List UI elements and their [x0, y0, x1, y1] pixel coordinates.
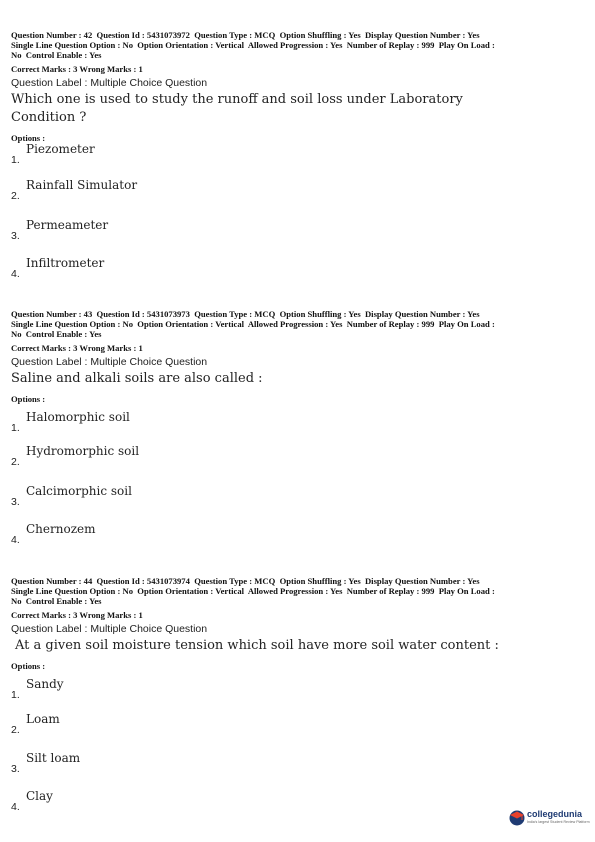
option-item	[11, 712, 311, 736]
option-number: 3.	[11, 763, 20, 775]
option-number: 4.	[11, 534, 20, 546]
option-item	[11, 789, 311, 813]
option-item	[11, 677, 311, 701]
option-item	[11, 444, 311, 468]
option-text: Silt loam	[26, 751, 81, 765]
option-item	[11, 218, 311, 242]
question-meta: Question Number : 43 Question Id : 5431073973 Question Type : MCQ Option Shuffling : Yes Display Question Number : Yes Single Line Question Option : No Option Orientation : Vertical Allowed Progression : Yes Number of Replay : 999 Play On Load : No Control Enable : Yes	[11, 309, 495, 339]
option-item	[11, 484, 311, 508]
logo-name: collegedunia	[527, 809, 583, 819]
option-item	[11, 256, 311, 280]
option-number: 1.	[11, 689, 20, 701]
question-marks: Correct Marks : 3 Wrong Marks : 1	[11, 343, 143, 353]
option-text: Clay	[26, 789, 53, 803]
option-text: Calcimorphic soil	[26, 484, 132, 498]
question-marks: Correct Marks : 3 Wrong Marks : 1	[11, 610, 143, 620]
options-header: Options :	[11, 394, 46, 404]
option-item	[11, 142, 311, 166]
option-text: Rainfall Simulator	[26, 178, 138, 192]
logo-tagline: India's largest Student Review Platform	[527, 820, 590, 824]
question-meta: Question Number : 42 Question Id : 5431073972 Question Type : MCQ Option Shuffling : Yes Display Question Number : Yes Single Line Question Option : No Option Orientation : Vertical Allowed Progression : Yes Number of Replay : 999 Play On Load : No Control Enable : Yes	[11, 30, 495, 60]
option-number: 1.	[11, 422, 20, 434]
option-item	[11, 522, 311, 546]
question-marks: Correct Marks : 3 Wrong Marks : 1	[11, 64, 143, 74]
option-text: Hydromorphic soil	[26, 444, 140, 458]
option-item	[11, 410, 311, 434]
question-label: Question Label : Multiple Choice Question	[11, 77, 208, 89]
option-text: Infiltrometer	[26, 256, 105, 270]
question-block-42	[11, 30, 586, 143]
question-label: Question Label : Multiple Choice Question	[11, 623, 208, 635]
option-item	[11, 751, 311, 775]
option-text: Halomorphic soil	[26, 410, 130, 424]
graduation-cap-icon	[508, 808, 526, 826]
question-label: Question Label : Multiple Choice Question	[11, 356, 208, 368]
option-text: Piezometer	[26, 142, 95, 156]
option-text: Chernozem	[26, 522, 96, 536]
option-text: Sandy	[26, 677, 64, 691]
question-text: Which one is used to study the runoff and soil loss under Laboratory Condition ?	[11, 92, 463, 125]
option-number: 2.	[11, 456, 20, 468]
question-block-44	[11, 576, 586, 671]
option-item	[11, 178, 311, 202]
option-text: Loam	[26, 712, 60, 726]
option-number: 1.	[11, 154, 20, 166]
option-number: 4.	[11, 268, 20, 280]
collegedunia-logo	[508, 806, 590, 830]
question-text: At a given soil moisture tension which soil have more soil water content :	[15, 638, 499, 653]
option-number: 4.	[11, 801, 20, 813]
option-number: 2.	[11, 724, 20, 736]
question-text: Saline and alkali soils are also called :	[11, 371, 263, 386]
option-number: 3.	[11, 496, 20, 508]
option-text: Permeameter	[26, 218, 109, 232]
question-meta: Question Number : 44 Question Id : 5431073974 Question Type : MCQ Option Shuffling : Yes Display Question Number : Yes Single Line Question Option : No Option Orientation : Vertical Allowed Progression : Yes Number of Replay : 999 Play On Load : No Control Enable : Yes	[11, 576, 495, 606]
option-number: 2.	[11, 190, 20, 202]
question-block-43	[11, 309, 586, 404]
options-header: Options :	[11, 661, 46, 671]
option-number: 3.	[11, 230, 20, 242]
options-header: Options :	[11, 133, 46, 143]
